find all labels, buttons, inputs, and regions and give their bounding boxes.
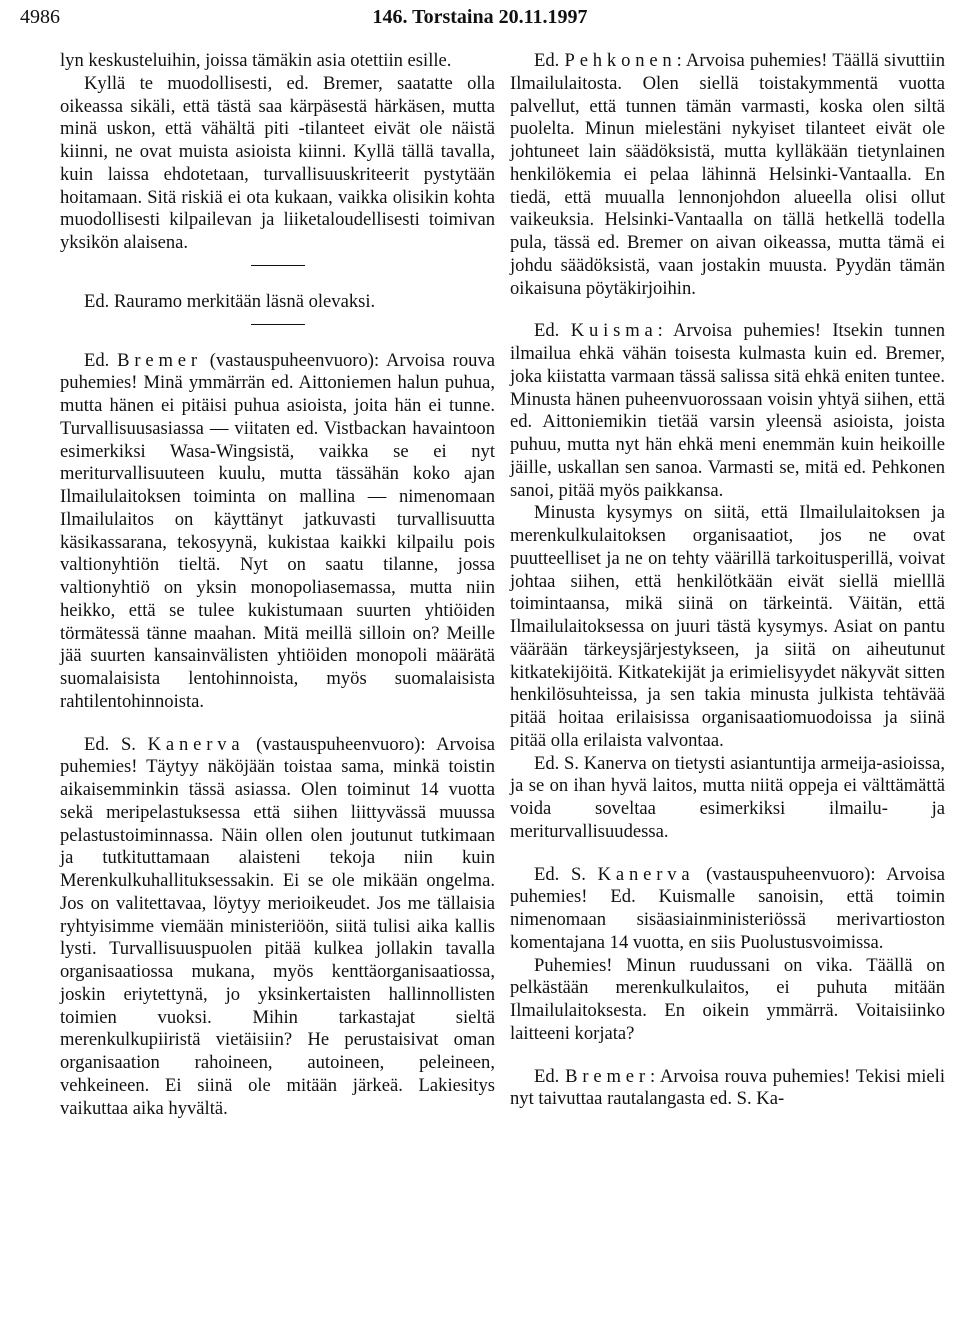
speech-text: (vastauspuheenvuoro): Arvoisa rouva puhemies! Minä ymmärrän ed. Aittoniemen halun puhua, mutta hänen ei pitäisi puhua asioista, joita hän ei tunne. Turvallisuusasiassa — viitaten ed. Vistbackan havaintoon esimerkiksi Wasa-Wingsistä, vaikka se ei nyt meriturvallisuuteen kuulu, mutta tässähän koko ajan Ilmailulaitoksen toiminta on mallina — nimenomaan Ilmailulaitos on käyttänyt jatkuvasti turvallisuutta käsikassarana, tekosyynä, kukistaa kaikki kilpailu pois valtionyhtiön tieltä. Nyt on saatu tilanne, jossa valtionyhtiö on yksin monopoliasemassa, mutta niin heikko, että se tulee kukistumaan suurten yhtiöiden törmätessä tänne maahan. Mitä meillä silloin on? Meille jää suurten kansainvälisten yhtiöiden monopoli määrätä suomalaisista lentohinnoista, myös suomalaisista rahtilentohinnoista. <box>60 349 496 712</box>
right-column <box>510 50 945 1111</box>
speech-paragraph <box>510 50 945 300</box>
speech-paragraph <box>60 734 495 1121</box>
speech-paragraph <box>60 350 495 714</box>
page-header <box>20 6 940 36</box>
speech-text: (vastauspuheenvuoro): Arvoisa puhemies! Ed. Kuismalle sanoisin, että toimin nimenomaan sisäasiainministeriössä merivartioston komentajana 14 vuotta, en siis Puolustusvoimissa. <box>510 863 946 953</box>
paragraph: Ed. Rauramo merkitään läsnä olevaksi. <box>84 290 376 312</box>
speaker-name: Bremer <box>117 349 202 371</box>
section-divider <box>60 255 495 277</box>
left-column <box>60 50 495 1120</box>
speech-prefix: Ed. <box>534 50 565 71</box>
speech-text: : Arvoisa puhemies! Täällä sivuttiin Ilmailulaitosta. Olen siellä toistakymmentä vuotta palvellut, että tunnen tämän varmasti, koska olen siltä puolelta. Minun mielestäni nykyiset tilanteet eivät ole johtuneet lain säädöksistä, mutta kylläkään tietynlainen henkilökemia ei pelaa lähinnä Helsinki-Vantaalla. En tiedä, että muualla lennonjohdon alueella olisi ollut vaikeuksia. Helsinki-Vantaalla on tällä hetkellä todella pula, tässä ed. Bremer on aivan oikeassa, mutta tämä ei johdu säädöksistä, vaan jostakin muusta. Pyydän tämän oikaisuna pöytäkirjoihin. <box>510 50 945 299</box>
speech-prefix: Ed. S. <box>534 863 598 885</box>
section-divider <box>60 314 495 336</box>
speech-text: (vastauspuheenvuoro): Arvoisa puhemies! Täytyy näköjään toistaa sama, minkä toistin aikaisemminkin tässä asiassa. Olen toiminut 14 vuotta sekä meripelastuksessa että siihen liittyvässä muussa pelastustoiminnassa. Näin ollen olen joutunut tutkimaan ja tutkituttamaan alaisteni tekoja niin kuin Merenkulkuhallituksessakin. Ei se ole mikään ongelma. Jos on valitettavaa, löytyy merioikeudet. Jos me tällaisia ryhtyisimme viemään ministeriöön, siitä tulisi aika kallis lysti. Turvallisuuspuolen pitää kulkea jollakin tavalla organisaatiossa mukana, myös kenttäorganisaatiossa, joskin eriytettynä, jo yksinkertaisten hallinnollisten toimien vuoksi. Mihin tarkastajat sieltä merenkulkupiiristä vietäisiin? He perustaisivat oman organisaation rahoineen, autoineen, peleineen, vehkeineen. Ei siinä ole mitään järkeä. Lakiesitys vaikuttaa aika hyvältä. <box>60 733 496 1119</box>
speech-text: : Arvoisa rouva puhemies! Tekisi mieli nyt taivuttaa rautalangasta ed. S. Ka- <box>510 1065 946 1110</box>
speech-paragraph <box>510 320 945 502</box>
paragraph: Minusta kysymys on siitä, että Ilmailulaitoksen ja merenkulkulaitoksen organisaatiot, jos ne ovat puutteelliset ja ne on tehty väärillä tarkoitusperillä, voivat johtaa siihen, että henkilötkään eivät siellä mielllä toimintaansa, mikä siinä on tärkeintä. Väitän, että Ilmailulaitoksessa on juuri tästä kysymys. Asiat on pantu väärään tärkeysjärjestykseen, ja siitä on aiheutunut kitkatekijöitä. Kitkatekijät ja erimielisyydet näkyvät sitten henkilösuhteissa, ja sen takia minusta julkista tehtävää pitää hoitaa erilaisissa organisaatiomuodoissa ja siinä pitää olla erilaista valvontaa. <box>510 502 945 751</box>
speech-text: : Arvoisa puhemies! Itsekin tunnen ilmailua ehkä vähän toisesta kulmasta kuin ed. Bremer, joka kiistatta varmaan tässä salissa sitä ehkä eniten tuntee. Minusta hänen puheenvuorossaan voisin yhtyä siihen, että ed. Aittoniemikin tietää varsin yleensä asioista, joista puhuu, mutta nyt hän ehkä meni enemmän kuin heikoille jäille, uskallan sen sanoa. Varmasti se, mitä ed. Pehkonen sanoi, pitää myös paikkansa. <box>510 320 945 501</box>
speaker-name: Bremer <box>565 1065 650 1087</box>
speech-prefix: Ed. <box>534 1065 566 1087</box>
speech-prefix: Ed. S. <box>84 733 148 755</box>
running-title: 146. Torstaina 20.11.1997 <box>372 6 588 28</box>
paragraph: Ed. S. Kanerva on tietysti asiantuntija armeija-asioissa, ja se on ihan hyvä laitos, mutta niitä oppeja ei välttämättä voida soveltaa esimerkiksi ilmailu- ja meriturvallisuudessa. <box>510 752 945 842</box>
page-number: 4986 <box>20 6 60 28</box>
paragraph: lyn keskusteluihin, joissa tämäkin asia otettiin esille. <box>60 50 452 71</box>
speaker-name: Kanerva <box>597 863 695 885</box>
speaker-name: Pehkonen <box>564 50 677 71</box>
speech-paragraph <box>510 1066 945 1112</box>
paragraph: Puhemies! Minun ruudussani on vika. Täällä on pelkästään merenkulkulaitos, ei puhuta mitään Ilmailulaitoksesta. En oikein ymmärrä. Voitaisiinko laitteeni korjata? <box>510 954 945 1044</box>
speaker-name: Kuisma <box>570 320 658 342</box>
speech-prefix: Ed. <box>84 349 118 371</box>
paragraph: Kyllä te muodollisesti, ed. Bremer, saatatte olla oikeassa sikäli, että tästä saa kärpäsestä härkäsen, mutta minä uskon, että vähältä piti -tilanteet eivät ole näistä kiinni, ne ovat muista asioista kiinni. Kyllä tällä tavalla, kuin laissa ehdotetaan, turvallisuuskriteerit pystytään hoitamaan. Sitä riskiä ei ota kukaan, vaikka olisikin kohta muodollisesti kilpailevan ja liiketaloudellisesti toimivan yksikön alaisena. <box>60 72 495 253</box>
speech-paragraph <box>510 864 945 955</box>
speech-prefix: Ed. <box>534 320 571 342</box>
speaker-name: Kanerva <box>147 733 245 755</box>
